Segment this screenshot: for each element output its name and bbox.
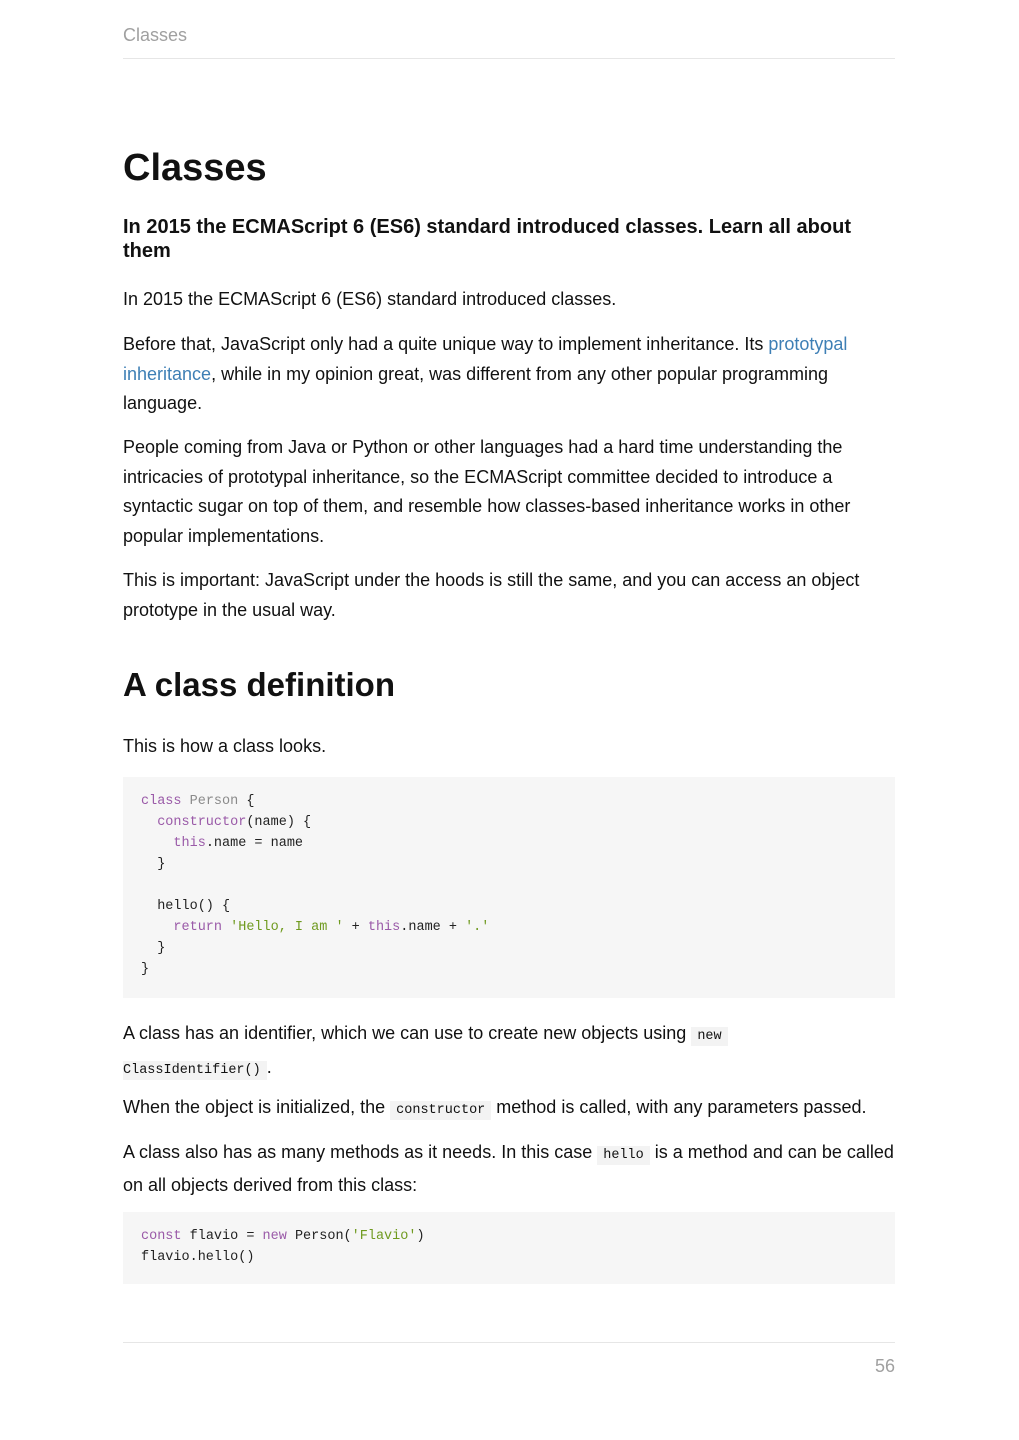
- code-keyword: new: [262, 1229, 287, 1244]
- code-keyword: this: [367, 920, 401, 935]
- code-keyword: this: [173, 836, 206, 851]
- code-line-blank: [141, 875, 877, 896]
- code-string: '.': [465, 920, 490, 935]
- code-block-class-definition: [123, 777, 895, 998]
- running-header: [123, 24, 895, 59]
- code-text: }: [141, 962, 150, 977]
- code-line: [141, 1226, 877, 1247]
- prototypal-inheritance-link[interactable]: prototypal inheritance: [123, 334, 848, 384]
- inline-code-new: new: [691, 1027, 727, 1046]
- code-string: 'Hello, I am ': [230, 920, 344, 935]
- code-text: ): [416, 1229, 425, 1244]
- chapter-title: Classes: [123, 147, 267, 189]
- code-class-name: Person: [189, 794, 239, 809]
- code-text: hello() {: [141, 899, 231, 914]
- code-line: [141, 1247, 877, 1268]
- code-indent: [141, 920, 173, 935]
- inline-code-class-identifier: ClassIdentifier(): [123, 1061, 267, 1080]
- code-text: (name) {: [246, 815, 312, 830]
- code-text: flavio =: [181, 1229, 263, 1244]
- code-keyword: const: [141, 1229, 182, 1244]
- code-line: [141, 854, 877, 875]
- code-line: [141, 791, 877, 812]
- code-text: Person(: [286, 1229, 352, 1244]
- intro-paragraph-2-text-b: , while in my opinion great, was different from any other popular programming language.: [123, 363, 829, 413]
- code-text: flavio.hello(): [141, 1250, 255, 1265]
- code-line: [141, 938, 877, 959]
- section-paragraph-4: [123, 1138, 895, 1200]
- section-paragraph-1: This is how a class looks.: [123, 736, 327, 756]
- section-paragraph-3: [123, 1093, 895, 1126]
- section-paragraph-2-text-b: .: [266, 1057, 272, 1077]
- section-title: A class definition: [123, 666, 395, 703]
- code-line: [141, 917, 877, 938]
- inline-code-hello: hello: [597, 1146, 650, 1165]
- code-text: }: [141, 941, 166, 956]
- intro-paragraph-3: People coming from Java or Python or other languages had a hard time understanding the intricacies of prototypal inheritance, so the ECMAScript committee decided to introduce a syntactic sugar on top of them, and resemble how classes-based inheritance works in other popular implementations.: [123, 437, 851, 546]
- code-text: {: [238, 794, 255, 809]
- code-text: .name = name: [205, 836, 304, 851]
- code-line: [141, 833, 877, 854]
- section-paragraph-3-text-a: When the object is initialized, the: [123, 1097, 391, 1117]
- intro-paragraph-2: [123, 330, 895, 419]
- code-text: +: [343, 920, 368, 935]
- code-text: }: [141, 857, 166, 872]
- code-keyword: constructor: [157, 815, 247, 830]
- section-paragraph-4-text-b: is a method and can be called on all objects derived from this class:: [123, 1142, 894, 1195]
- code-line: [141, 812, 877, 833]
- section-paragraph-2-text-a: A class has an identifier, which we can use to create new objects using: [123, 1023, 692, 1043]
- section-paragraph-4-text-a: A class also has as many methods as it needs. In this case: [123, 1142, 598, 1162]
- section-paragraph-2: [123, 1018, 895, 1086]
- code-string: 'Flavio': [351, 1229, 417, 1244]
- intro-paragraph-4: This is important: JavaScript under the hoods is still the same, and you can access an object prototype in the usual way.: [123, 570, 860, 620]
- page-number: 56: [874, 1356, 895, 1376]
- code-indent: [141, 815, 157, 830]
- code-keyword: return: [173, 920, 223, 935]
- code-line: [141, 959, 877, 980]
- running-footer: [123, 1342, 895, 1376]
- inline-code-constructor: constructor: [390, 1101, 491, 1120]
- chapter-subtitle: In 2015 the ECMAScript 6 (ES6) standard introduced classes. Learn all about them: [123, 216, 851, 262]
- intro-paragraph-2-text-a: Before that, JavaScript only had a quite unique way to implement inheritance. Its: [123, 334, 769, 354]
- code-block-usage: [123, 1212, 895, 1284]
- code-text: .name +: [400, 920, 466, 935]
- code-indent: [141, 836, 173, 851]
- intro-paragraph-1: In 2015 the ECMAScript 6 (ES6) standard introduced classes.: [123, 289, 617, 309]
- code-keyword: class: [141, 794, 182, 809]
- section-paragraph-3-text-b: method is called, with any parameters passed.: [491, 1097, 867, 1117]
- code-line: [141, 896, 877, 917]
- running-header-title: Classes: [123, 25, 188, 45]
